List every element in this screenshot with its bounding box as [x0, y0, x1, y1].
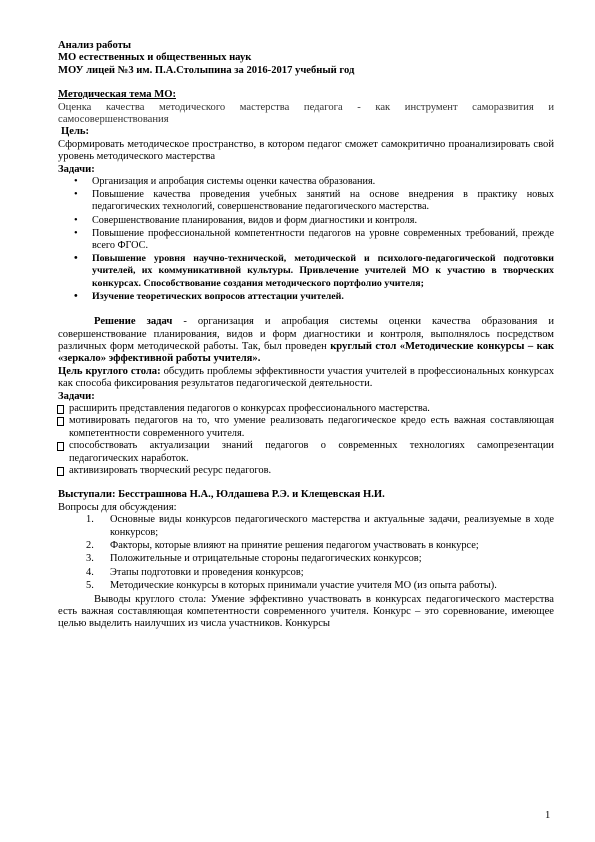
- theme-text: Оценка качества методического мастерства педагога - как инструмент саморазвития и самосовершенствования: [58, 101, 554, 126]
- tasks-list: [58, 176, 554, 303]
- list-item: расширить представления педагогов о конкурсах профессионального мастерства.: [69, 403, 554, 415]
- conclusion-paragraph: Выводы круглого стола: Умение эффективно участвовать в конкурсах педагогического мастерства есть важная составляющая компетентности современного учителя. Конкурс – это соревнование, имеющее целью выделить наилучших из числа участников. Конкурсы: [58, 593, 554, 630]
- speakers-line: Выступали: Бесстрашнова Н.А., Юлдашева Р.Э. и Клещевская Н.И.: [58, 489, 385, 501]
- list-item: • Повышение профессиональной компетентности педагогов на уровне современных требований, прежде всего ФГОС.: [92, 228, 554, 252]
- page-number: 1: [545, 810, 551, 821]
- solution-text: - организация и апробация системы оценки качества образования и совершенствование планирования, видов и форм диагностики и контроля, выполнялось посредством различных форм методической работы. Так, был проведен: [58, 316, 555, 352]
- goal-heading: Цель:: [61, 126, 90, 138]
- list-item: 4. Этапы подготовки и проведения конкурсов;: [86, 566, 304, 578]
- list-item: • Повышение уровня научно-технической, методической и психолого-педагогической подготовки учителей, их коммуникативной культуры. Привлечение учителей МО к участию в творческих конкурсах. Способствование создания методического портфолио учителя;: [92, 253, 554, 290]
- list-item: активизировать творческий ресурс педагогов.: [69, 465, 554, 477]
- list-item: мотивировать педагогов на то, что умение реализовать педагогическое кредо есть важная составляющая компетентности современного учителя.: [69, 415, 554, 440]
- checkbox-bullet-icon: [57, 405, 64, 414]
- header-line-2: МО естественных и общественных наук: [58, 52, 252, 64]
- solution-lead: Решение задач: [94, 316, 173, 328]
- round-table-goal-text: обсудить проблемы эффективности участия учителей в профессиональных конкурсах как способа фиксирования результатов педагогической деятельности.: [58, 365, 554, 390]
- list-item: • Совершенствование планирования, видов и форм диагностики и контроля.: [92, 215, 554, 227]
- list-item: • Организация и апробация системы оценки качества образования.: [92, 176, 554, 188]
- questions-heading: Вопросы для обсуждения:: [58, 501, 177, 513]
- header-line-3: МОУ лицей №3 им. П.А.Столыпина за 2016-2017 учебный год: [58, 64, 355, 76]
- round-table-goal: [58, 366, 554, 391]
- header-line-1: Анализ работы: [58, 40, 132, 51]
- document-page: [58, 40, 554, 631]
- checkbox-bullet-icon: [57, 417, 64, 426]
- theme-heading: Методическая тема МО:: [58, 89, 176, 101]
- list-item: 3. Положительные и отрицательные стороны педагогических конкурсов;: [86, 553, 422, 565]
- round-table-title: круглый стол «Методические конкурсы – как «зеркало» эффективной работы учителя».: [58, 340, 554, 365]
- list-item: способствовать актуализации знаний педагогов о современных технологиях самопрезентации педагогических наработок.: [69, 440, 554, 465]
- goal-text: Сформировать методическое пространство, в котором педагог сможет самокритично проанализировать свой уровень методического мастерства: [58, 138, 554, 163]
- list-item: 5. Методические конкурсы в которых принимали участие учителя МО (из опыта работы).: [86, 580, 497, 592]
- list-item: 1. Основные виды конкурсов педагогического мастерства и актуальные задачи, реализуемые в ходе конкурсов;: [86, 514, 554, 538]
- list-item: • Повышение качества проведения учебных занятий на основе внедрения в практику новых педагогических технологий, совершенствование педагогического мастерства.: [92, 189, 554, 213]
- round-table-goal-label: Цель круглого стола:: [58, 365, 161, 377]
- list-item: 2. Факторы, которые влияют на принятие решения педагогом участвовать в конкурсе;: [86, 540, 479, 551]
- rt-tasks-list: [58, 403, 554, 477]
- checkbox-bullet-icon: [57, 442, 64, 451]
- questions-list: [58, 514, 554, 592]
- tasks-heading: Задачи:: [58, 163, 95, 175]
- rt-tasks-heading: Задачи:: [58, 390, 95, 402]
- solution-paragraph: [58, 316, 554, 366]
- checkbox-bullet-icon: [57, 467, 64, 476]
- list-item: • Изучение теоретических вопросов аттестации учителей.: [92, 291, 554, 303]
